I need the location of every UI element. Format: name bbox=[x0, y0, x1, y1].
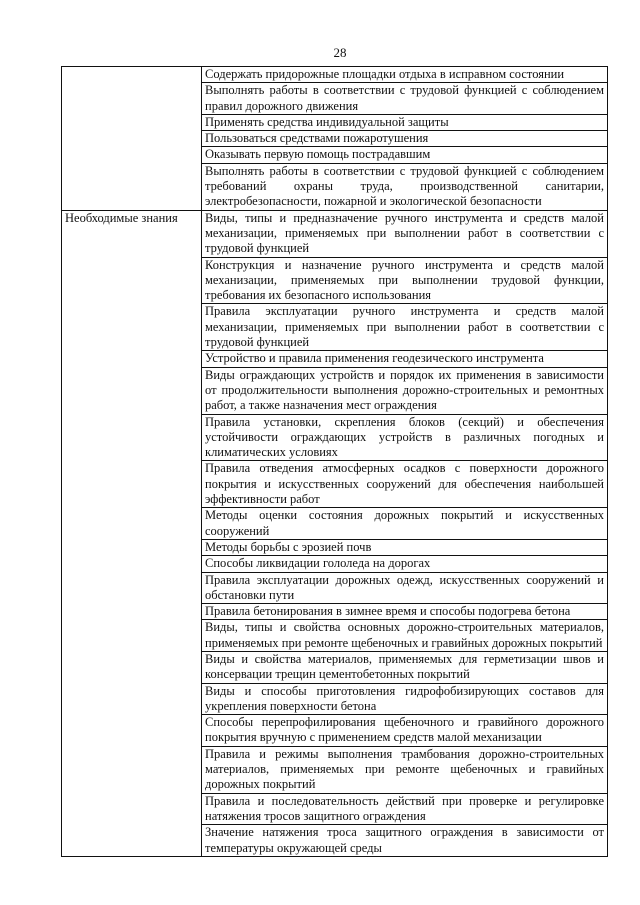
table-cell: Оказывать первую помощь пострадавшим bbox=[202, 147, 608, 163]
table-cell: Правила эксплуатации дорожных одежд, искусственных сооружений и обстановки пути bbox=[202, 572, 608, 604]
table-cell: Методы борьбы с эрозией почв bbox=[202, 539, 608, 555]
table-cell: Правила бетонирования в зимнее время и способы подогрева бетона bbox=[202, 604, 608, 620]
table-cell: Правила эксплуатации ручного инструмента и средств малой механизации, применяемых при выполнении работ в соответствии с трудовой функцией bbox=[202, 304, 608, 351]
page-number: 28 bbox=[333, 45, 347, 60]
group-label-knowledge: Необходимые знания bbox=[62, 210, 202, 856]
table-cell: Виды, типы и свойства основных дорожно-строительных материалов, применяемых при ремонте щебеночных и гравийных дорожных покрытий bbox=[202, 620, 608, 652]
table-row bbox=[62, 67, 608, 83]
table-cell: Способы перепрофилирования щебеночного и гравийного дорожного покрытия вручную с применением средств малой механизации bbox=[202, 715, 608, 747]
table-cell: Содержать придорожные площадки отдыха в исправном состоянии bbox=[202, 67, 608, 83]
table-cell: Устройство и правила применения геодезического инструмента bbox=[202, 351, 608, 367]
table-cell: Значение натяжения троса защитного ограждения в зависимости от температуры окружающей среды bbox=[202, 825, 608, 857]
table-cell: Правила и последовательность действий при проверке и регулировке натяжения тросов защитного ограждения bbox=[202, 793, 608, 825]
table-cell: Виды и способы приготовления гидрофобизирующих составов для укрепления поверхности бетона bbox=[202, 683, 608, 715]
table-cell: Пользоваться средствами пожаротушения bbox=[202, 131, 608, 147]
table-cell: Применять средства индивидуальной защиты bbox=[202, 114, 608, 130]
table-cell: Способы ликвидации гололеда на дорогах bbox=[202, 556, 608, 572]
table-cell: Правила установки, скрепления блоков (секций) и обеспечения устойчивости ограждающих устройств в различных погодных и климатических условиях bbox=[202, 414, 608, 461]
table-cell: Правила отведения атмосферных осадков с поверхности дорожного покрытия и искусственных сооружений для обеспечения наибольшей эффективности работ bbox=[202, 461, 608, 508]
table-cell: Виды ограждающих устройств и порядок их применения в зависимости от продолжительности выполнения дорожно-строительных и ремонтных работ, а также назначения мест ограждения bbox=[202, 367, 608, 414]
table-cell: Конструкция и назначение ручного инструмента и средств малой механизации, применяемых при выполнении трудовой функции, требования их безопасного использования bbox=[202, 257, 608, 304]
table-cell: Выполнять работы в соответствии с трудовой функцией с соблюдением требований охраны труда, производственной санитарии, электробезопасности, пожарной и экологической безопасности bbox=[202, 163, 608, 210]
table-cell: Виды и свойства материалов, применяемых для герметизации швов и консервации трещин цементобетонных покрытий bbox=[202, 651, 608, 683]
table-row bbox=[62, 210, 608, 257]
table-cell: Выполнять работы в соответствии с трудовой функцией с соблюдением правил дорожного движения bbox=[202, 83, 608, 115]
table-cell: Методы оценки состояния дорожных покрытий и искусственных сооружений bbox=[202, 508, 608, 540]
requirements-table bbox=[61, 66, 608, 857]
group-label-skills bbox=[62, 67, 202, 211]
table-cell: Виды, типы и предназначение ручного инструмента и средств малой механизации, применяемых при выполнении работ в соответствии с трудовой функцией bbox=[202, 210, 608, 257]
table-cell: Правила и режимы выполнения трамбования дорожно-строительных материалов, применяемых при ремонте щебеночных и гравийных дорожных покрытий bbox=[202, 746, 608, 793]
